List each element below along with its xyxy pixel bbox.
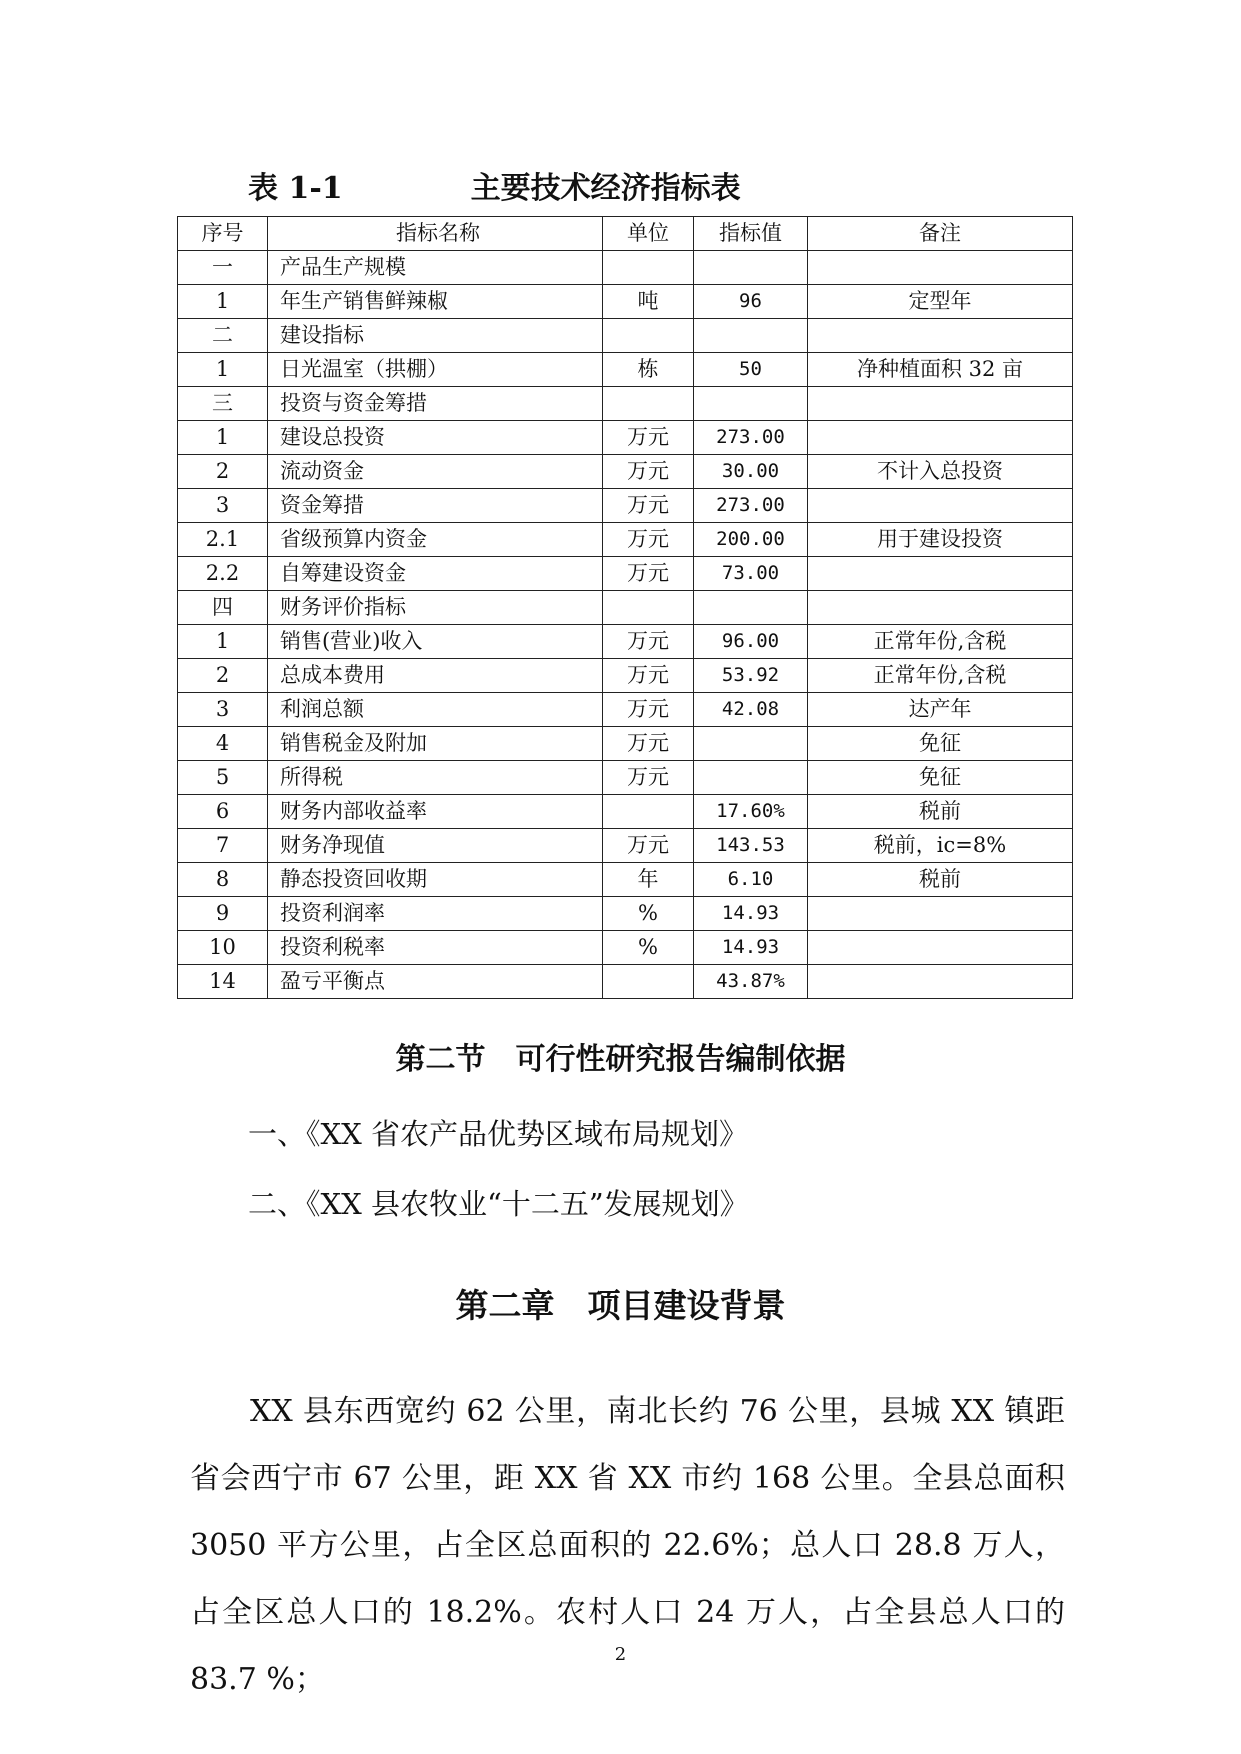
table-row — [178, 523, 1073, 557]
cell-index: 1 — [178, 353, 268, 387]
cell-index: 四 — [178, 591, 268, 625]
cell-index: 二 — [178, 319, 268, 353]
table-row — [178, 353, 1073, 387]
cell-remark: 税前 — [808, 863, 1073, 897]
reference-item: 一、《XX 省农产品优势区域布局规划》 — [248, 1117, 749, 1151]
cell-unit: 栋 — [603, 353, 694, 387]
table-row — [178, 897, 1073, 931]
cell-name: 年生产销售鲜辣椒 — [268, 285, 603, 319]
cell-remark: 正常年份,含税 — [808, 659, 1073, 693]
cell-index: 1 — [178, 625, 268, 659]
cell-remark: 达产年 — [808, 693, 1073, 727]
cell-unit: 万元 — [603, 829, 694, 863]
cell-value — [694, 387, 808, 421]
table-caption-number: 表 1-1 — [248, 171, 343, 206]
cell-value: 43.87% — [694, 965, 808, 999]
cell-name: 销售税金及附加 — [268, 727, 603, 761]
cell-value — [694, 251, 808, 285]
table-caption — [248, 163, 741, 207]
cell-index: 7 — [178, 829, 268, 863]
cell-name: 财务评价指标 — [268, 591, 603, 625]
cell-index: 4 — [178, 727, 268, 761]
cell-remark: 税前，ic=8% — [808, 829, 1073, 863]
table-row — [178, 625, 1073, 659]
table-row — [178, 931, 1073, 965]
cell-remark — [808, 557, 1073, 591]
cell-unit: 万元 — [603, 693, 694, 727]
cell-unit: % — [603, 897, 694, 931]
cell-remark: 不计入总投资 — [808, 455, 1073, 489]
cell-unit — [603, 387, 694, 421]
table-row — [178, 795, 1073, 829]
cell-index: 6 — [178, 795, 268, 829]
cell-name: 建设指标 — [268, 319, 603, 353]
cell-unit: 万元 — [603, 761, 694, 795]
cell-remark — [808, 591, 1073, 625]
header-cell-unit: 单位 — [603, 217, 694, 251]
cell-index: 一 — [178, 251, 268, 285]
cell-value — [694, 319, 808, 353]
cell-unit — [603, 965, 694, 999]
cell-remark — [808, 965, 1073, 999]
cell-unit — [603, 319, 694, 353]
cell-unit: 万元 — [603, 489, 694, 523]
cell-unit — [603, 795, 694, 829]
cell-value: 143.53 — [694, 829, 808, 863]
table-row — [178, 387, 1073, 421]
cell-remark: 免征 — [808, 761, 1073, 795]
cell-index: 1 — [178, 285, 268, 319]
cell-remark — [808, 897, 1073, 931]
cell-value: 96 — [694, 285, 808, 319]
cell-name: 所得税 — [268, 761, 603, 795]
cell-remark — [808, 931, 1073, 965]
cell-remark: 正常年份,含税 — [808, 625, 1073, 659]
table-row — [178, 251, 1073, 285]
cell-unit: % — [603, 931, 694, 965]
cell-value — [694, 591, 808, 625]
cell-name: 盈亏平衡点 — [268, 965, 603, 999]
table-row — [178, 965, 1073, 999]
cell-name: 建设总投资 — [268, 421, 603, 455]
cell-unit: 万元 — [603, 523, 694, 557]
cell-name: 销售(营业)收入 — [268, 625, 603, 659]
cell-remark — [808, 489, 1073, 523]
header-cell-value: 指标值 — [694, 217, 808, 251]
cell-name: 投资与资金筹措 — [268, 387, 603, 421]
cell-value — [694, 761, 808, 795]
cell-unit: 万元 — [603, 455, 694, 489]
cell-unit: 吨 — [603, 285, 694, 319]
cell-index: 3 — [178, 693, 268, 727]
table-row — [178, 863, 1073, 897]
cell-remark — [808, 387, 1073, 421]
header-cell-name: 指标名称 — [268, 217, 603, 251]
indicator-table — [177, 216, 1073, 999]
cell-index: 2.1 — [178, 523, 268, 557]
cell-remark: 定型年 — [808, 285, 1073, 319]
section-heading: 第二节 可行性研究报告编制依据 — [395, 1042, 846, 1077]
cell-index: 5 — [178, 761, 268, 795]
body-paragraph: XX 县东西宽约 62 公里，南北长约 76 公里，县城 XX 镇距省会西宁市 67 公里，距 XX 省 XX 市约 168 公里。全县总面积 3050 平方公里，占全区总面积的 22.6%；总人口 28.8 万人，占全区总人口的 18.2%。农村人口 24 万人，占全县总人口的 83.7 %； — [190, 1394, 1065, 1697]
cell-value: 42.08 — [694, 693, 808, 727]
cell-unit: 万元 — [603, 421, 694, 455]
table-row — [178, 489, 1073, 523]
cell-unit — [603, 251, 694, 285]
cell-index: 9 — [178, 897, 268, 931]
cell-index: 10 — [178, 931, 268, 965]
cell-unit — [603, 591, 694, 625]
table-row — [178, 319, 1073, 353]
table-row — [178, 455, 1073, 489]
reference-item: 二、《XX 县农牧业“十二五”发展规划》 — [248, 1187, 749, 1221]
cell-remark: 用于建设投资 — [808, 523, 1073, 557]
cell-name: 利润总额 — [268, 693, 603, 727]
cell-name: 省级预算内资金 — [268, 523, 603, 557]
cell-value: 200.00 — [694, 523, 808, 557]
header-cell-index: 序号 — [178, 217, 268, 251]
cell-name: 静态投资回收期 — [268, 863, 603, 897]
cell-index: 3 — [178, 489, 268, 523]
cell-value: 96.00 — [694, 625, 808, 659]
table-caption-title: 主要技术经济指标表 — [470, 171, 741, 206]
cell-name: 产品生产规模 — [268, 251, 603, 285]
table-body — [178, 251, 1073, 999]
table-row — [178, 285, 1073, 319]
cell-remark: 税前 — [808, 795, 1073, 829]
cell-name: 总成本费用 — [268, 659, 603, 693]
cell-remark — [808, 319, 1073, 353]
table-row — [178, 761, 1073, 795]
cell-value: 53.92 — [694, 659, 808, 693]
cell-index: 2 — [178, 455, 268, 489]
cell-unit: 万元 — [603, 557, 694, 591]
table-header-row — [178, 217, 1073, 251]
cell-value: 73.00 — [694, 557, 808, 591]
header-cell-remark: 备注 — [808, 217, 1073, 251]
table-row — [178, 557, 1073, 591]
table-row — [178, 693, 1073, 727]
cell-value: 50 — [694, 353, 808, 387]
cell-value: 273.00 — [694, 421, 808, 455]
cell-index: 2 — [178, 659, 268, 693]
cell-unit: 年 — [603, 863, 694, 897]
cell-value: 14.93 — [694, 931, 808, 965]
cell-remark — [808, 251, 1073, 285]
table-row — [178, 829, 1073, 863]
cell-name: 日光温室（拱棚） — [268, 353, 603, 387]
cell-name: 投资利税率 — [268, 931, 603, 965]
cell-name: 自筹建设资金 — [268, 557, 603, 591]
cell-value: 273.00 — [694, 489, 808, 523]
cell-index: 三 — [178, 387, 268, 421]
cell-value: 17.60% — [694, 795, 808, 829]
cell-remark — [808, 421, 1073, 455]
cell-value: 14.93 — [694, 897, 808, 931]
chapter-heading: 第二章 项目建设背景 — [455, 1286, 786, 1325]
cell-name: 财务净现值 — [268, 829, 603, 863]
cell-index: 8 — [178, 863, 268, 897]
cell-unit: 万元 — [603, 727, 694, 761]
cell-remark: 免征 — [808, 727, 1073, 761]
cell-name: 投资利润率 — [268, 897, 603, 931]
table-row — [178, 591, 1073, 625]
page-number: 2 — [614, 1644, 627, 1665]
cell-remark: 净种植面积 32 亩 — [808, 353, 1073, 387]
table-row — [178, 727, 1073, 761]
cell-name: 流动资金 — [268, 455, 603, 489]
table-row — [178, 659, 1073, 693]
cell-value: 30.00 — [694, 455, 808, 489]
cell-unit: 万元 — [603, 625, 694, 659]
cell-value: 6.10 — [694, 863, 808, 897]
cell-name: 财务内部收益率 — [268, 795, 603, 829]
cell-name: 资金筹措 — [268, 489, 603, 523]
cell-index: 2.2 — [178, 557, 268, 591]
cell-index: 1 — [178, 421, 268, 455]
cell-unit: 万元 — [603, 659, 694, 693]
cell-value — [694, 727, 808, 761]
table-row — [178, 421, 1073, 455]
cell-index: 14 — [178, 965, 268, 999]
